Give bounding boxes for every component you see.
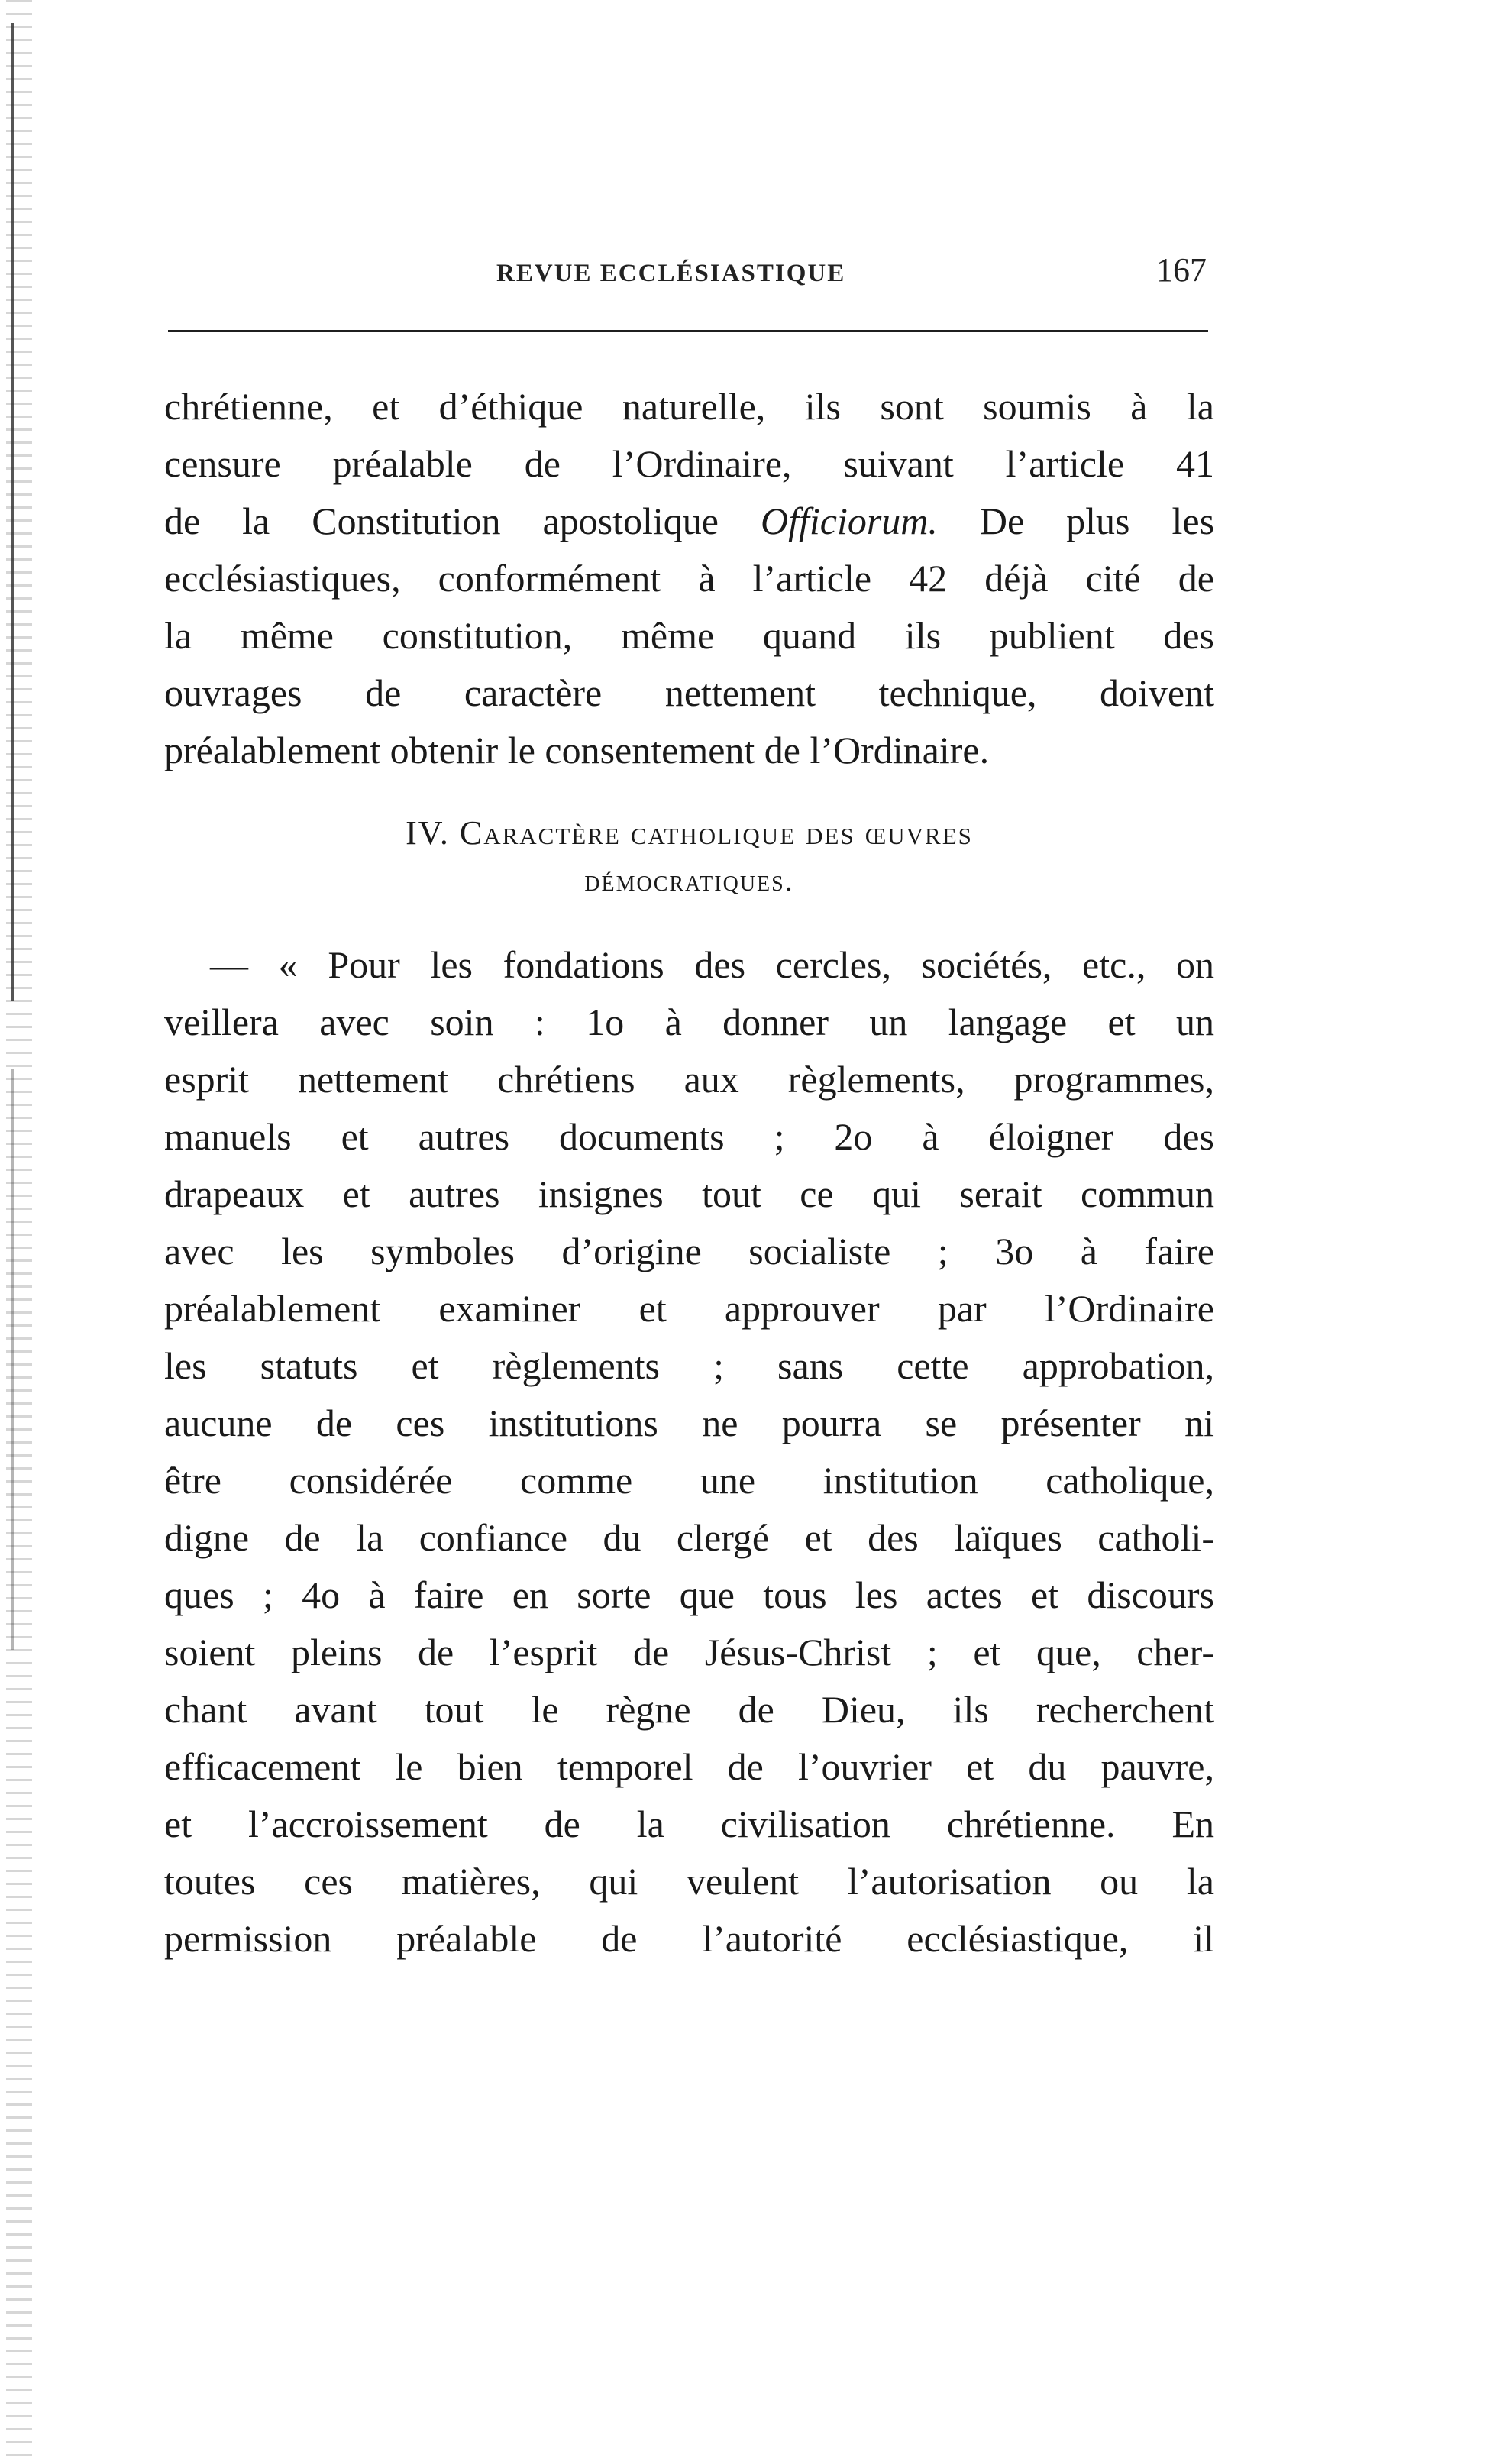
scan-binding-line-lower xyxy=(11,1069,14,1650)
text-line: préalablement examiner et approuver par l’Ordinaire xyxy=(164,1287,1214,1330)
section-heading-line-1: IV. Caractère catholique des œuvres xyxy=(406,814,973,852)
running-head: REVUE ECCLÉSIASTIQUE xyxy=(496,260,846,287)
text-line: censure préalable de l’Ordinaire, suivant l’article 41 xyxy=(164,442,1214,485)
page-number: 167 xyxy=(1156,251,1207,289)
text-line: chrétienne, et d’éthique naturelle, ils sont soumis à la xyxy=(164,385,1214,428)
text-line: soient pleins de l’esprit de Jésus-Christ ; et que, cher- xyxy=(164,1631,1214,1673)
text-line: être considérée comme une institution catholique, xyxy=(164,1459,1214,1502)
text-line: — « Pour les fondations des cercles, sociétés, etc., on xyxy=(210,943,1214,986)
text-line: les statuts et règlements ; sans cette approbation, xyxy=(164,1344,1214,1387)
text-line: manuels et autres documents ; 2o à éloigner des xyxy=(164,1115,1214,1158)
text-line: efficacement le bien temporel de l’ouvrier et du pauvre, xyxy=(164,1745,1214,1788)
text-line: chant avant tout le règne de Dieu, ils recherchent xyxy=(164,1688,1214,1731)
text-line xyxy=(164,493,1214,550)
text-line: et l’accroissement de la civilisation chrétienne. En xyxy=(164,1803,1214,1845)
text-line: veillera avec soin : 1o à donner un langage et un xyxy=(164,1001,1214,1043)
page-header xyxy=(168,251,1207,296)
page-body xyxy=(164,378,1214,1968)
text-line: digne de la confiance du clergé et des laïques catholi- xyxy=(164,1516,1214,1559)
text-line: esprit nettement chrétiens aux règlements, programmes, xyxy=(164,1058,1214,1101)
text-line: toutes ces matières, qui veulent l’autorisation ou la xyxy=(164,1860,1214,1903)
paragraph-continuation xyxy=(164,378,1214,779)
text-line: aucune de ces institutions ne pourra se présenter ni xyxy=(164,1402,1214,1444)
section-heading-line-2: démocratiques. xyxy=(584,863,794,897)
text-segment: De plus les xyxy=(979,500,1215,542)
text-line: ouvrages de caractère nettement technique, doivent xyxy=(164,671,1214,714)
text-line: préalablement obtenir le consentement de l’Ordinaire. xyxy=(164,729,990,771)
paragraph-section-iv xyxy=(164,936,1214,1968)
text-segment: de la Constitution apostolique xyxy=(164,500,719,542)
text-line: la même constitution, même quand ils publient des xyxy=(164,614,1214,657)
text-line: drapeaux et autres insignes tout ce qui serait commun xyxy=(164,1172,1214,1215)
text-line: permission préalable de l’autorité ecclésiastique, il xyxy=(164,1917,1214,1960)
italic-title: Officiorum. xyxy=(760,500,938,542)
text-line: avec les symboles d’origine socialiste ; 3o à faire xyxy=(164,1230,1214,1272)
section-heading xyxy=(164,810,1214,904)
header-rule xyxy=(168,330,1208,332)
text-line: ecclésiastiques, conformément à l’article 42 déjà cité de xyxy=(164,557,1214,600)
scan-binding-line xyxy=(11,23,14,1001)
text-line: ques ; 4o à faire en sorte que tous les actes et discours xyxy=(164,1573,1214,1616)
